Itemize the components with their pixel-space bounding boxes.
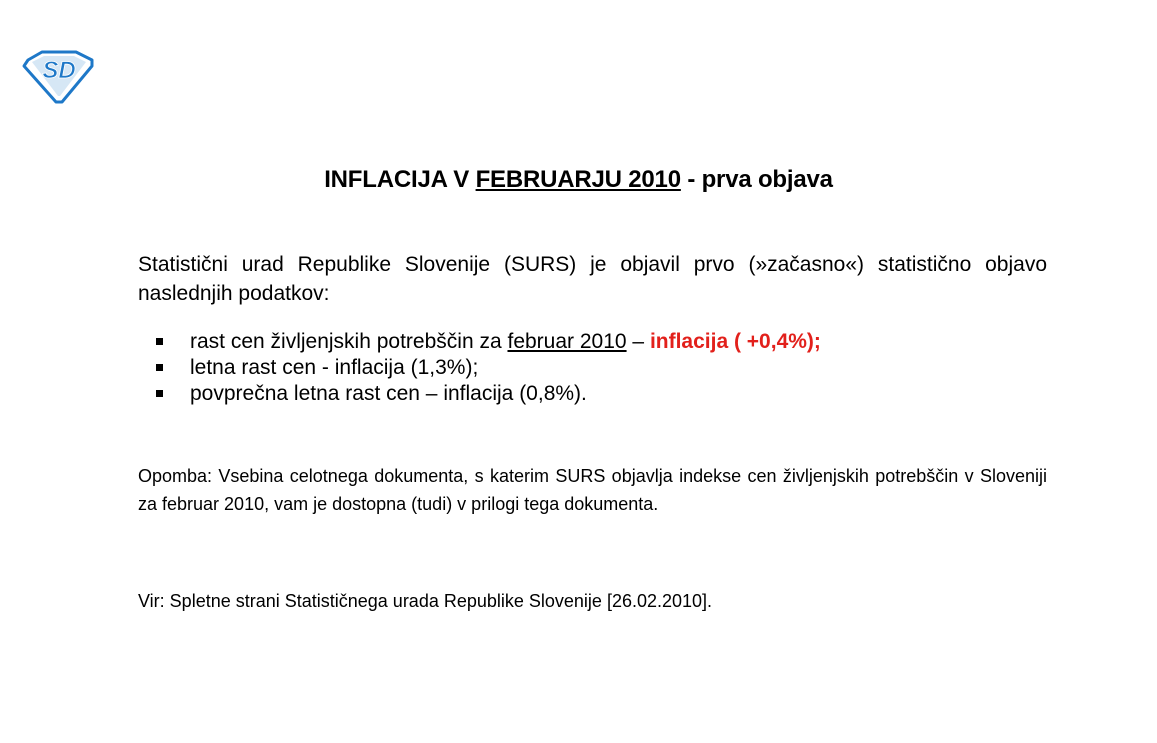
bullet-list bbox=[138, 329, 1047, 407]
bullet-square-icon bbox=[156, 390, 163, 397]
title-part1: INFLACIJA V bbox=[324, 166, 476, 193]
item2-text: letna rast cen - inflacija (1,3%); bbox=[190, 356, 479, 379]
list-item bbox=[138, 355, 1047, 381]
item1-highlight: inflacija ( +0,4%); bbox=[649, 330, 821, 353]
item3-text: povprečna letna rast cen – inflacija (0,8%). bbox=[190, 382, 587, 405]
title-part2: - prva objava bbox=[680, 166, 833, 193]
bullet-square-icon bbox=[156, 338, 163, 345]
note-paragraph: Opomba: Vsebina celotnega dokumenta, s katerim SURS objavlja indekse cen življenjskih potrebščin v Sloveniji za februar 2010, vam je dostopna (tudi) v prilogi tega dokumenta. bbox=[138, 466, 1047, 514]
title-underlined: FEBRUARJU 2010 bbox=[475, 166, 681, 193]
page-title bbox=[0, 166, 1157, 194]
source-line: Vir: Spletne strani Statističnega urada Republike Slovenije [26.02.2010]. bbox=[138, 591, 713, 611]
list-item bbox=[138, 381, 1047, 407]
bullet-square-icon bbox=[156, 364, 163, 371]
intro-paragraph: Statistični urad Republike Slovenije (SURS) je objavil prvo (»začasno«) statistično objavo naslednjih podatkov: bbox=[138, 253, 1047, 305]
sd-logo bbox=[22, 50, 96, 104]
item1-pre: rast cen življenjskih potrebščin za bbox=[190, 330, 508, 353]
item1-underlined: februar 2010 bbox=[507, 330, 627, 353]
logo-lettering: SD bbox=[42, 57, 76, 84]
item1-mid: – bbox=[626, 330, 650, 353]
list-item bbox=[138, 329, 1047, 355]
